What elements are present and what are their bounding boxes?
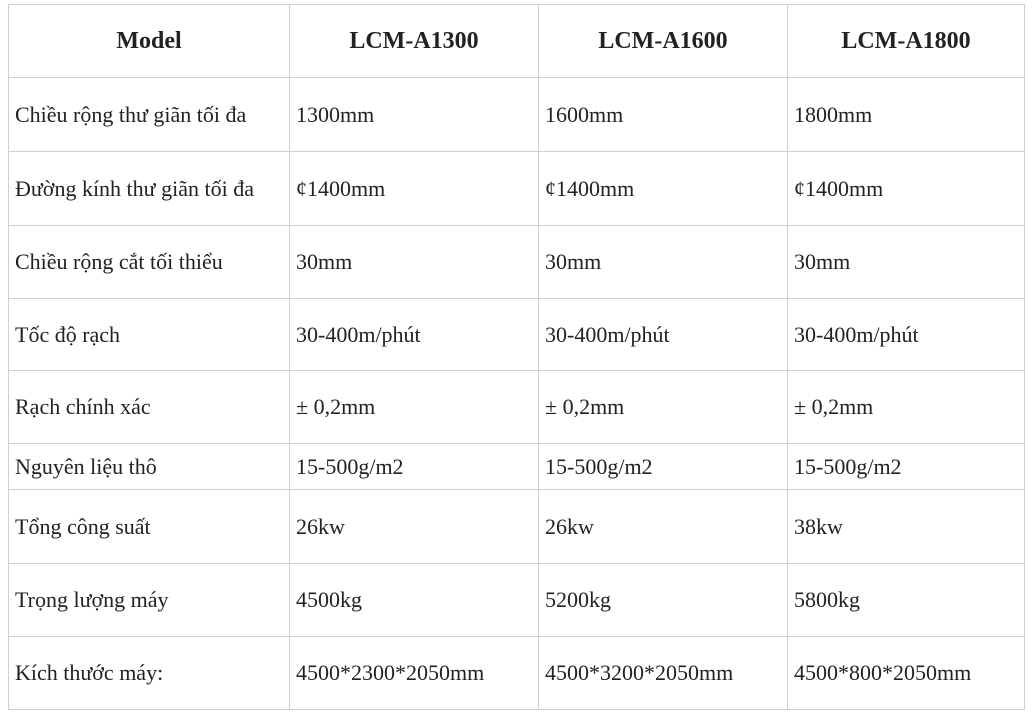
table-row [9,444,1025,490]
row-label: Chiều rộng thư giãn tối đa [9,78,290,152]
table-cell: 4500*800*2050mm [788,637,1025,710]
table-cell: ¢1400mm [788,152,1025,226]
column-header: LCM-A1300 [290,5,539,78]
table-cell: 15-500g/m2 [788,444,1025,490]
row-label: Tốc độ rạch [9,299,290,371]
table-cell: ± 0,2mm [290,371,539,444]
table-cell: 15-500g/m2 [539,444,788,490]
table-row [9,152,1025,226]
row-label: Rạch chính xác [9,371,290,444]
table-cell: 15-500g/m2 [290,444,539,490]
spec-table [8,4,1025,710]
table-cell: 4500*3200*2050mm [539,637,788,710]
table-cell: 26kw [539,490,788,564]
row-label: Đường kính thư giãn tối đa [9,152,290,226]
row-label: Nguyên liệu thô [9,444,290,490]
table-cell: ± 0,2mm [788,371,1025,444]
column-header: Model [9,5,290,78]
table-row [9,78,1025,152]
table-row [9,371,1025,444]
table-cell: 26kw [290,490,539,564]
table-row [9,490,1025,564]
column-header: LCM-A1800 [788,5,1025,78]
table-cell: 30-400m/phút [539,299,788,371]
table-cell: ¢1400mm [539,152,788,226]
column-header: LCM-A1600 [539,5,788,78]
table-cell: 5200kg [539,564,788,637]
table-cell: 1600mm [539,78,788,152]
row-label: Tổng công suất [9,490,290,564]
table-cell: 30-400m/phút [290,299,539,371]
table-cell: 30mm [539,226,788,299]
table-cell: 1300mm [290,78,539,152]
table-row [9,299,1025,371]
table-cell: 4500kg [290,564,539,637]
table-cell: ¢1400mm [290,152,539,226]
table-cell: ± 0,2mm [539,371,788,444]
table-row [9,564,1025,637]
table-cell: 38kw [788,490,1025,564]
row-label: Kích thước máy: [9,637,290,710]
table-cell: 30mm [788,226,1025,299]
table-cell: 30-400m/phút [788,299,1025,371]
table-row [9,226,1025,299]
table-cell: 1800mm [788,78,1025,152]
row-label: Chiều rộng cắt tối thiểu [9,226,290,299]
table-row [9,637,1025,710]
table-cell: 30mm [290,226,539,299]
row-label: Trọng lượng máy [9,564,290,637]
table-header-row [9,5,1025,78]
table-cell: 4500*2300*2050mm [290,637,539,710]
table-cell: 5800kg [788,564,1025,637]
